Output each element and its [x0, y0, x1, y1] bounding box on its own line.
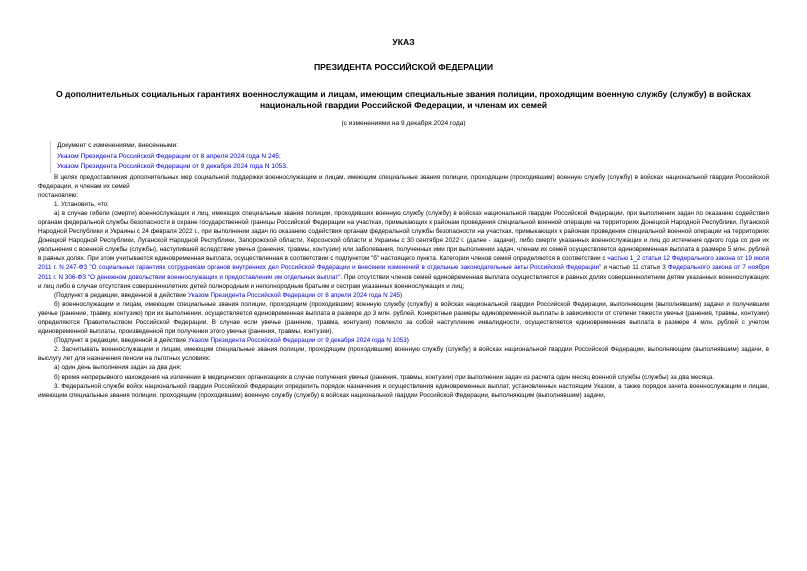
changes-note: (с изменениями на 9 декабря 2024 года) — [341, 120, 466, 127]
amendments-box — [50, 141, 769, 173]
decree-body — [38, 173, 769, 400]
amendment-link-1053[interactable]: Указом Президента Российской Федерации от 9 декабря 2024 года N 1053. — [57, 163, 288, 170]
amendment-link-245[interactable]: Указом Президента Российской Федерации от 8 апреля 2024 года N 245; — [57, 152, 281, 160]
subitem-1a-revision-note: (Подпункт в редакции, введенной в действие Указом Президента Российской Федерации от 8 апреля 2024 года N 245) — [54, 291, 403, 299]
law-306-fz-link[interactable]: Федерального закона от 7 ноября 2011 г. N 306-ФЗ "О денежном довольствии военнослужащих и предоставлении им отдельных выплат" — [38, 264, 769, 281]
subitem-1a-text-1: а) в случае гибели (смерти) военнослужащих и лиц, имеющих специальные звания полиции, проходивших военную службу (службу) в войсках национальной гвардии Российской Федерации, при выполнении задач по оказанию содействия органам федеральной службы безопасности в охране государственной границы Российской Федерации на участках, примыкающих к районам проведения специальной военной операции на территориях Донецкой Народной Республики, Луганской Народной Республики и Украины с 24 февраля 2022 г., при выполнении задач по оказанию содействия органам федеральной службы безопасности на участках, примыкающих к районам проведения специальной военной операции на территориях Донецкой Народной Республики, Луганской Народной Республики, Запорожской области, Херсонской области и Украины с 30 сентября 2022 г. (далее - задачи), либо смерти указанных военнослужащих и лиц до истечения одного года со дня их увольнения с военной службы (службы), наступившей вследствие увечья (ранения, травмы, контузии) или заболевания, полученных ими при выполнении задач, членам их семей осуществляется единовременная выплата в размере 5 млн. рублей в равных долях. При этом учитывается единовременная выплата, осуществленная в соответствии с подпунктом "б" настоящего пункта. Категории членов семей определяются в соответствии с — [38, 209, 769, 263]
item-1: 1. Установить, что: — [54, 200, 109, 208]
subitem-1b: б) военнослужащим и лицам, имеющим специальные звания полиции, проходящим (проходившим) военную службу (службу) в войсках национальной гвардии Российской Федерации, выполняющим (выполнявшим) задачи и получившим увечье (ранение, травму, контузию) при их выполнении, осуществляется единовременная выплата в размере до 3 млн. рублей. Конкретные размеры единовременной выплаты в зависимости от степени тяжести увечья (ранения, травмы, контузии) определяются Правительством Российской Федерации. В случае если увечье (ранение, травма, контузия) повлекло за собой наступление инвалидности, осуществляется единовременная выплата в размере 4 млн. рублей с учетом единовременной выплаты, произведенной при получении этого увечья (ранения, травмы, контузии). — [38, 300, 769, 336]
decree-phrase: постановляю: — [38, 191, 79, 199]
law-247-fz-link[interactable]: частью 1_2 статьи 12 Федерального закона от 19 июля 2011 г. N 247-ФЗ "О социальных гарантиях сотрудникам органов внутренних дел Российской Федерации и внесении изменений в отдельные законодательные акты Российской Федерации" — [38, 255, 769, 272]
decree-title: УКАЗ — [392, 37, 415, 47]
subitem-1a-text-3: . При отсутствии членов семей единовременная выплата осуществляется в равных долях совершеннолетним детям указанных военнослужащих и лиц либо в случае отсутствия совершеннолетних детей полнородным и неполнородным братьям и сестрам указанных военнослужащих и лиц; — [38, 273, 769, 290]
subitem-1b-revision-note: (Подпункт в редакции, введенной в действие Указом Президента Российской Федерации от 9 декабря 2024 года N 1053) — [54, 337, 409, 345]
preamble: В целях предоставления дополнительных мер социальной поддержки военнослужащим и лицам, имеющим специальные звания полиции, проходящим (проходившим) военную службу (службу) в войсках национальной гвардии Российской Федерации, и членам их семей — [38, 173, 769, 190]
revision-link-1053[interactable]: Указом Президента Российской Федерации от 9 декабря 2024 года N 1053 — [188, 337, 407, 345]
item-2a: а) один день выполнения задач за два дня; — [54, 364, 182, 372]
item-2: 2. Засчитывать военнослужащим и лицам, имеющим специальные звания полиции, проходящим (проходившим) военную службу (службу) в войсках национальной гвардии Российской Федерации, выполняющим (выполнявшим) задачи, в выслугу лет для назначения пенсии на льготных условиях: — [38, 346, 769, 363]
subitem-1a — [38, 209, 769, 291]
item-2b: б) время непрерывного нахождения на излечении в медицинских организациях в случае получения увечья (ранения, травмы, контузии) при выполнении задач из расчета один месяц военной службы (службы) за два месяца. — [54, 373, 714, 381]
decree-heading: О дополнительных социальных гарантиях военнослужащим и лицам, имеющим специальные звания полиции, проходящим военную службу (службу) в войсках национальной гвардии Российской Федерации, и членам их семей — [55, 89, 752, 110]
decree-issuer: ПРЕЗИДЕНТА РОССИЙСКОЙ ФЕДЕРАЦИИ — [313, 62, 494, 72]
subitem-1a-text-2: и частью 11 статьи 3 — [601, 264, 668, 272]
item-3: 3. Федеральной службе войск национальной гвардии Российской Федерации определить порядок назначения и осуществления единовременных выплат, установленных настоящим Указом, а также порядок зачета военнослужащим и лицам, имеющим специальные звания полиции, проходящим (проходившим) военную службу (службу) в войсках национальной гвардии Российской Федерации, выполняющим (выполнявшим) задачи, — [38, 382, 769, 399]
revision-link-245[interactable]: Указом Президента Российской Федерации от 8 апреля 2024 года N 245 — [188, 291, 400, 299]
amendments-intro: Документ с изменениями, внесенными: — [57, 142, 179, 149]
